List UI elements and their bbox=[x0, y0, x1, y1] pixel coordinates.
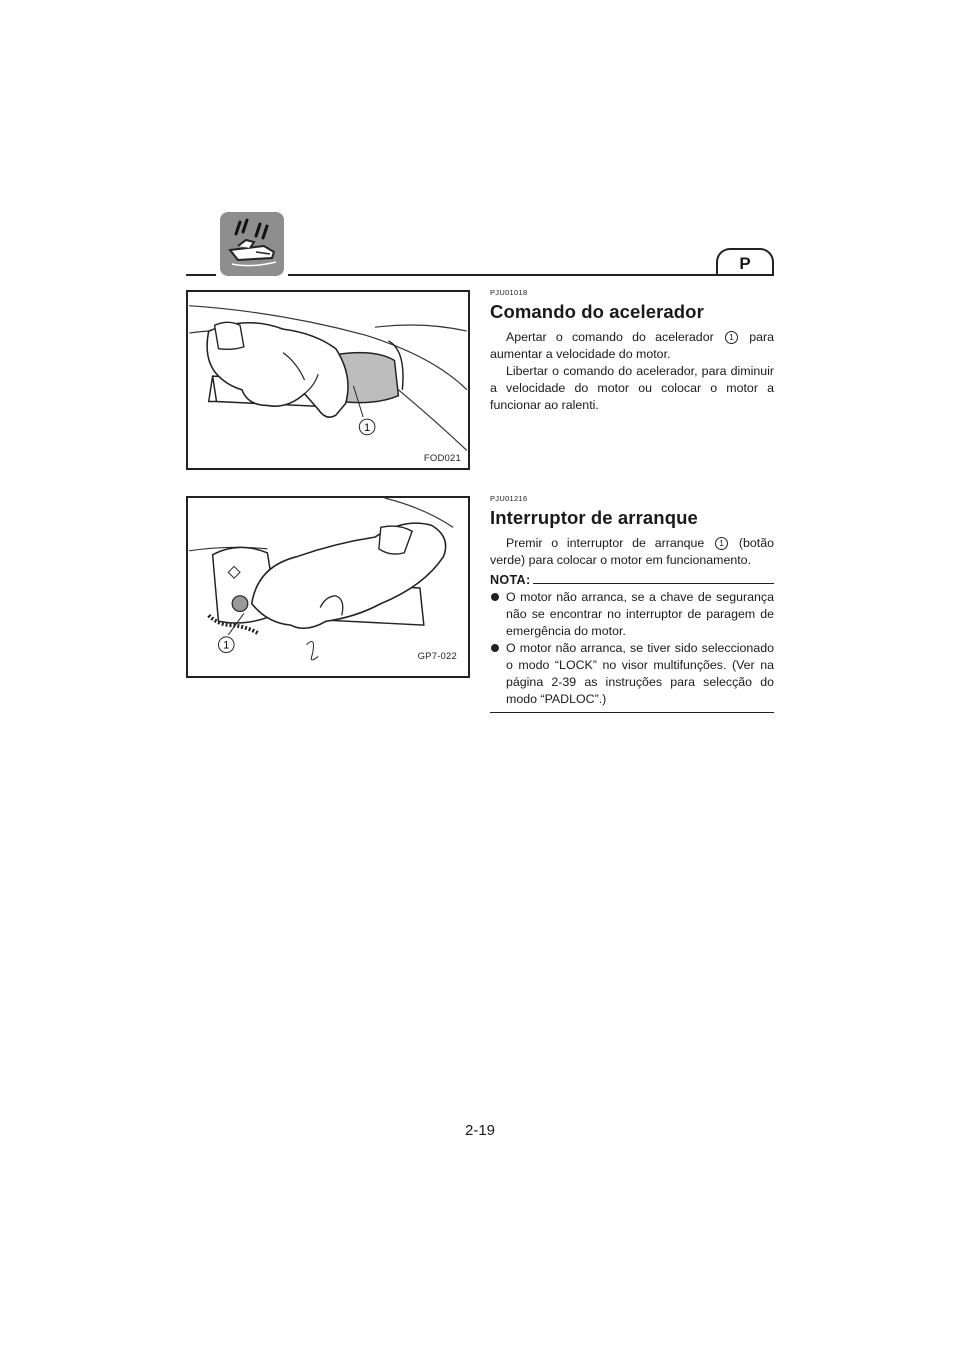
figure-code: FOD021 bbox=[423, 453, 461, 464]
section-title: Interruptor de arranque bbox=[490, 507, 698, 528]
callout-1-label: 1 bbox=[223, 639, 230, 652]
section-start-switch bbox=[490, 494, 774, 713]
callout-ref: 1 bbox=[715, 537, 728, 550]
header-rule-left bbox=[186, 274, 216, 276]
paragraph bbox=[490, 329, 774, 363]
page-number: 2-19 bbox=[464, 1122, 496, 1139]
figure-start-switch bbox=[186, 496, 470, 678]
figure-code: GP7-022 bbox=[417, 651, 457, 662]
callout-1-label: 1 bbox=[364, 421, 371, 434]
note-label: NOTA: bbox=[490, 573, 531, 587]
start-switch-illustration bbox=[188, 498, 468, 676]
section-code: PJU01018 bbox=[490, 288, 528, 297]
note-header bbox=[490, 573, 774, 587]
jetski-icon bbox=[220, 212, 284, 276]
list-item-text: O motor não arranca, se a chave de segurança não se encontrar no interruptor de paragem de emergência do motor. bbox=[506, 590, 774, 638]
bullet-icon bbox=[491, 644, 499, 652]
paragraph-text: (botão verde) para colocar o motor em funcionamento. bbox=[490, 536, 775, 567]
callout-ref: 1 bbox=[725, 331, 738, 344]
paragraph-text: para aumentar a velocidade do motor. bbox=[490, 330, 774, 361]
figure-throttle-lever bbox=[186, 290, 470, 470]
note-list bbox=[490, 589, 774, 708]
paragraph-text: Premir o interruptor de arranque bbox=[506, 536, 705, 550]
paragraph bbox=[490, 535, 774, 569]
list-item bbox=[490, 640, 774, 708]
list-item bbox=[490, 589, 774, 640]
throttle-illustration bbox=[188, 292, 468, 468]
note-end-rule bbox=[490, 712, 774, 713]
section-throttle bbox=[490, 288, 774, 414]
callout-1 bbox=[218, 637, 234, 653]
bullet-icon bbox=[491, 593, 499, 601]
language-badge: P bbox=[716, 248, 774, 276]
note-rule bbox=[533, 583, 774, 584]
section-title: Comando do acelerador bbox=[490, 301, 704, 322]
callout-1 bbox=[359, 419, 375, 435]
section-code: PJU01216 bbox=[490, 494, 528, 503]
header-rule-right bbox=[288, 274, 774, 276]
list-item-text: O motor não arranca, se tiver sido seleccionado o modo “LOCK” no visor multifunções. (Ver na página 2-39 as instruções para selecção do modo “PADLOC”.) bbox=[506, 641, 774, 706]
paragraph: Libertar o comando do acelerador, para diminuir a velocidade do motor ou colocar o motor a funcionar ao ralenti. bbox=[490, 364, 774, 412]
paragraph-text: Apertar o comando do acelerador bbox=[506, 330, 714, 344]
